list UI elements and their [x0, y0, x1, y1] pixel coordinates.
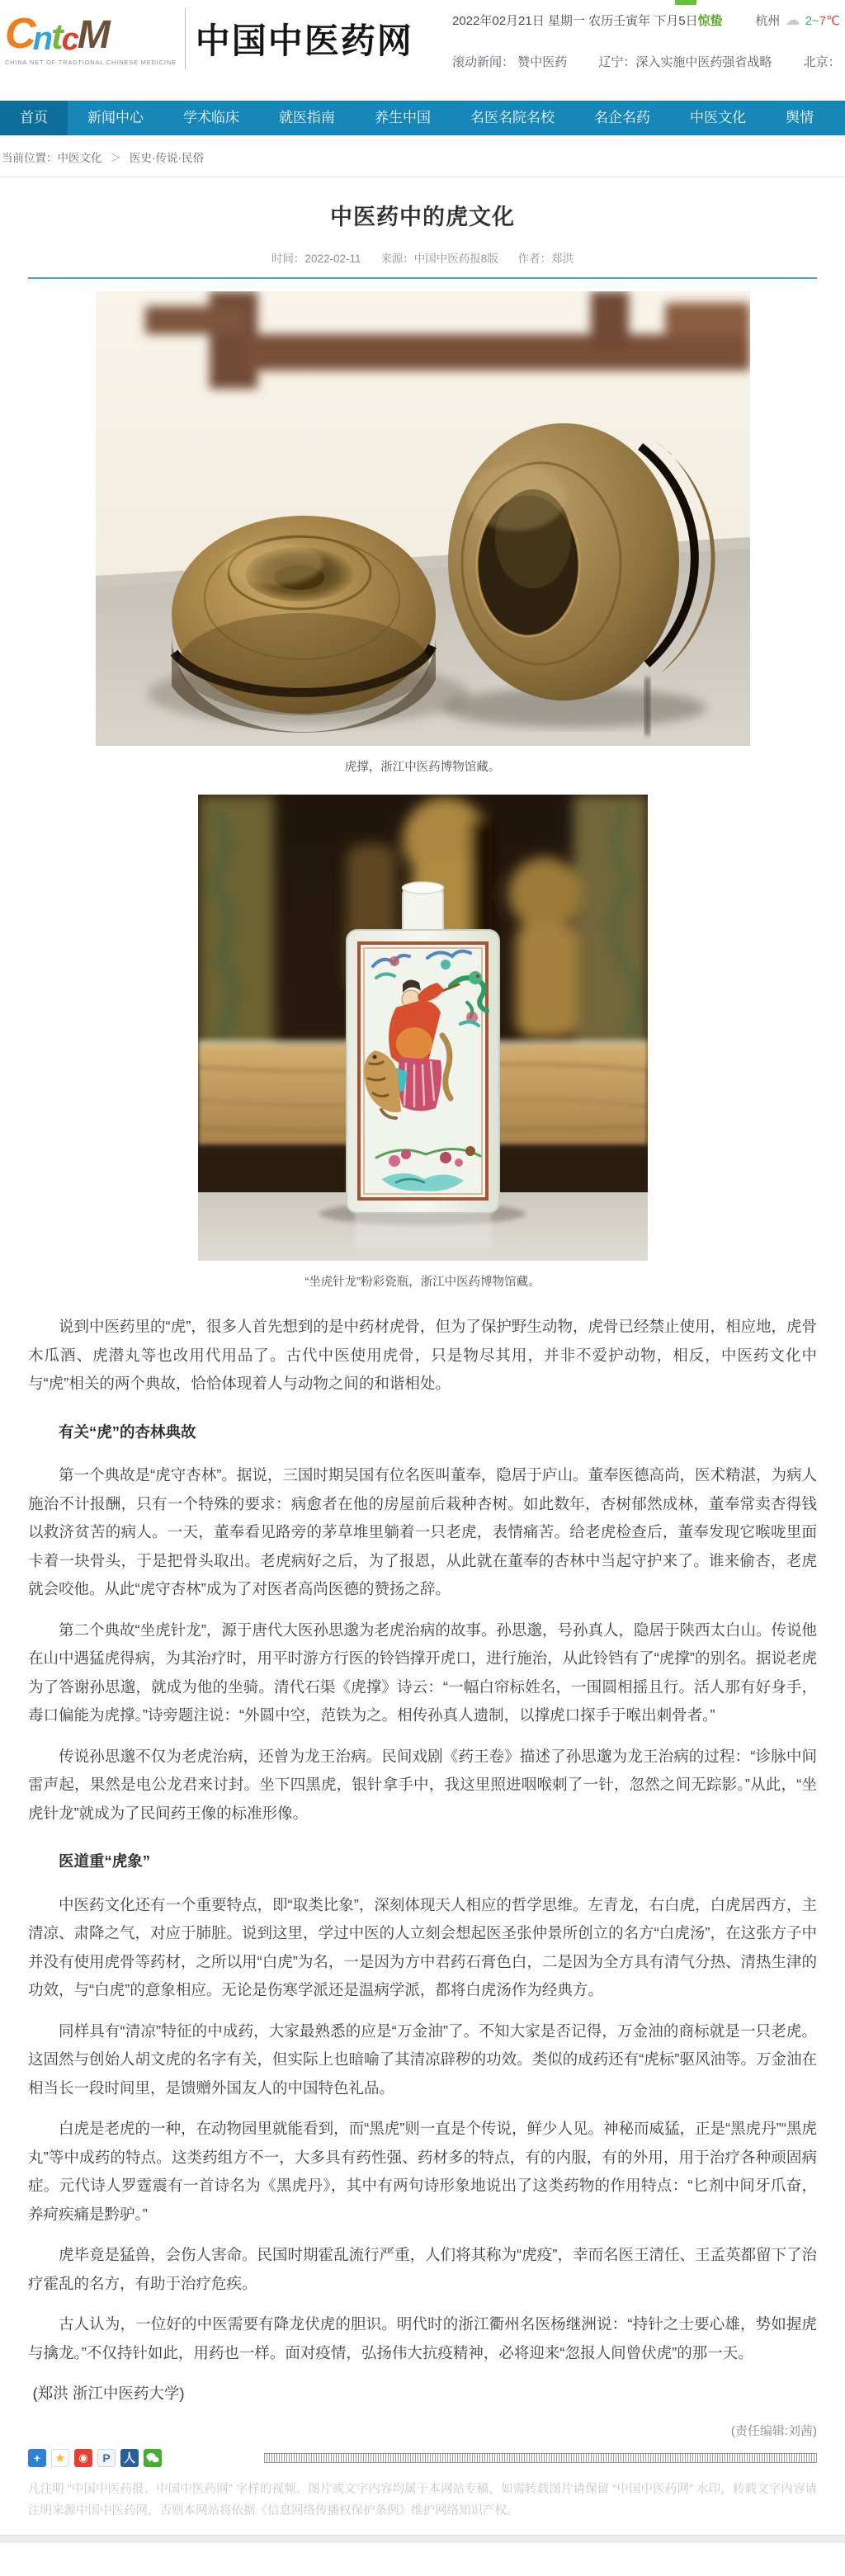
bshare-plus-icon[interactable]: +: [28, 2449, 46, 2467]
section-heading: 有关“虎”的杏林典故: [59, 1422, 196, 1441]
date-text: 2022年02月21日 星期一 农历壬寅年 下月5日: [452, 14, 698, 28]
page-title: 中医药中的虎文化: [330, 205, 515, 229]
main-nav: [0, 101, 845, 135]
logo-letter: t: [51, 16, 64, 57]
breadcrumb-separator: ＞: [110, 152, 121, 164]
copyright-disclaimer: 凡注明 “中国中医药报、中国中医药网” 字样的视频、图片或文字内容均属于本网站专稿，如需转载图片请保留 “中国中医药网” 水印，转载文字内容请注明来源中国中医药网，否则本网站将依据《信息网络传播权保护条例》维护网络知识产权。: [28, 2482, 817, 2517]
paragraph: 第二个典故“坐虎针龙”，源于唐代大医孙思邈为老虎治病的故事。孙思邈，号孙真人，隐居于陕西太白山。传说他在山中遇猛虎得病，为其治疗时，用平时游方行医的铃铛撑开虎口，进行施治，从此铃铛有了“虎撑”的别名。据说老虎为了答谢孙思邈，就成为他的坐骑。清代石渠《虎撑》诗云：“一幅白帘标姓名，一围圆相摇且行。活人那有好身手，毒口偏能为虎撑。”诗旁题注说：“外圆中空，范铁为之。相传孙真人遗制，以撑虎口探手于喉出刺骨者。”: [28, 1621, 817, 1724]
article-meta: [28, 249, 817, 266]
figure1-caption: 虎撑，浙江中医药博物馆藏。: [344, 761, 501, 774]
site-header: [0, 0, 845, 101]
nav-item-home[interactable]: 首页: [0, 101, 68, 135]
site-logo[interactable]: [5, 8, 413, 69]
footer-strip: [0, 2535, 845, 2543]
breadcrumb: [0, 135, 845, 177]
temperature-low: 2: [805, 14, 813, 28]
logo-letter: n: [32, 20, 53, 57]
weibo-icon[interactable]: ◉: [74, 2449, 92, 2467]
author-note: (郑洪 浙江中医药大学): [32, 2385, 185, 2402]
news-ticker-label: 滚动新闻：: [452, 55, 515, 69]
nav-item-health-china[interactable]: 养生中国: [375, 110, 431, 125]
weather-widget[interactable]: [755, 12, 840, 29]
news-ticker-item[interactable]: 北京：: [803, 55, 841, 69]
paragraph: 中医药文化还有一个重要特点，即“取类比象”，深刻体现天人相应的哲学思维。左青龙，右白虎，白虎居西方，主清凉、肃降之气，对应于肺脏。说到这里，学过中医的人立刻会想起医圣张仲景所创立的名方“白虎汤”，在这张方子中并没有使用虎骨等药材，之所以用“白虎”为名，一是因为方中君药石膏色白，二是因为全方具有清气分热、清热生津的功效，与“白虎”的意象相应。无论是伤寒学派还是温病学派，都将白虎汤作为经典方。: [28, 1895, 817, 1998]
wechat-icon[interactable]: [144, 2449, 162, 2467]
figure-tiger-bell: [28, 291, 817, 775]
title-divider: [28, 277, 817, 279]
paragraph: 同样具有“清凉”特征的中成药，大家最熟悉的应是“万金油”了。不知大家是否记得，万金油的商标就是一只老虎。这固然与创始人胡文虎的名字有关，但实际上也暗喻了其清凉辟秽的功效。类似的成药还有“虎标”驱风油等。万金油在相当长一段时间里，是馈赠外国友人的中国特色礼品。: [28, 2022, 817, 2097]
logo-letter: M: [77, 12, 111, 57]
paragraph: 古人认为，一位好的中医需要有降龙伏虎的胆识。明代时的浙江衢州名医杨继洲说：“持针之士要心雄，势如握虎与擒龙。”不仅持针如此，用药也一样。面对疫情，弘扬伟大抗疫精神，必将迎来“忽报人间曾伏虎”的那一天。: [28, 2315, 817, 2361]
article-time: 时间：2022-02-11: [271, 252, 361, 265]
renren-icon[interactable]: 人: [120, 2449, 139, 2467]
breadcrumb-link-section[interactable]: 中医文化: [57, 152, 102, 164]
editor-note: (责任编辑:刘茜): [730, 2423, 817, 2438]
nav-item-academic[interactable]: 学术临床: [183, 110, 239, 125]
figure2-caption: “坐虎针龙”粉彩瓷瓶，浙江中医药博物馆藏。: [304, 1276, 541, 1289]
news-ticker-item[interactable]: 赞中医药: [517, 55, 568, 69]
nav-item-famous[interactable]: 名医名院名校: [470, 110, 555, 125]
temperature-separator: ~: [812, 14, 819, 28]
tiger-bell-photo: [96, 291, 750, 746]
top-cropped-badge: [675, 0, 696, 5]
share-bar: [28, 2449, 817, 2467]
nav-item-news[interactable]: 新闻中心: [87, 110, 144, 125]
section-heading: 医道重“虎象”: [59, 1852, 151, 1870]
figure-porcelain-bottle: [28, 795, 817, 1290]
paragraph: 说到中医药里的“虎”，很多人首先想到的是中药材虎骨，但为了保护野生动物，虎骨已经禁止使用，相应地，虎骨木瓜酒、虎潜丸等也改用代用品了。古代中医使用虎骨，只是物尽其用，并非不爱护动物，相反，中医药文化中与“虎”相关的两个典故，恰恰体现着人与动物之间的和谐相处。: [28, 1318, 817, 1392]
paragraph: 传说孙思邈不仅为老虎治病，还曾为龙王治病。民间戏剧《药王卷》描述了孙思邈为龙王治病的过程：“诊脉中间雷声起，果然是电公龙君来讨封。坐下四黑虎，银针拿手中，我这里照进咽喉刺了一针，忽然之间无踪影。”从此，“坐虎针龙”就成为了民间药王像的标准形像。: [28, 1747, 817, 1822]
nav-item-public-opinion[interactable]: 舆情: [786, 110, 814, 125]
paragraph: 第一个典故是“虎守杏林”。据说，三国时期吴国有位名医叫董奉，隐居于庐山。董奉医德高尚，医术精湛，为病人施治不计报酬，只有一个特殊的要求：病愈者在他的房屋前后栽种杏树。如此数年，杏树郁然成林，董奉常卖杏得钱以救济贫苦的病人。一天，董奉看见路旁的茅草堆里躺着一只老虎，表情痛苦。给老虎检查后，董奉发现它喉咙里面卡着一块骨头，于是把骨头取出。老虎病好之后，为了报恩，从此就在董奉的杏林中当起守护来了。谁来偷杏，老虎就会咬他。从此“虎守杏林”成为了对医者高尚医德的赞扬之辞。: [28, 1466, 817, 1597]
temperature-high: 7℃: [819, 14, 840, 28]
nav-item-enterprises[interactable]: 名企名药: [594, 110, 650, 125]
cloud-icon: ☁: [785, 12, 800, 28]
news-ticker: [452, 53, 843, 70]
paragraph: 白虎是老虎的一种，在动物园里就能看到，而“黑虎”则一直是个传说，鲜少人见。神秘而威猛，正是“黑虎丹”“黑虎丸”等中成药的特点。这类药组方不一，大多具有药性强、药材多的特点，有的内服，有的外用，用于治疗各种顽固病症。元代诗人罗霆震有一首诗名为《黑虎丹》，其中有两句诗形象地说出了这类药物的作用特点：“匕剂中间牙爪奋，养疴疾痛是黔驴。”: [28, 2120, 817, 2223]
article-source: 来源：中国中医药报8版: [380, 252, 498, 265]
solar-term: 惊蛰: [697, 14, 723, 28]
breadcrumb-label: 当前位置：: [2, 152, 58, 164]
logo-letter: C: [5, 9, 36, 58]
nav-item-tcm-culture[interactable]: 中医文化: [690, 110, 746, 125]
article-body: [28, 1313, 817, 2409]
porcelain-bottle-photo: [198, 795, 648, 1261]
news-ticker-item[interactable]: 辽宁：深入实施中医药强省战略: [598, 55, 772, 69]
weather-city: 杭州: [755, 14, 781, 28]
qzone-star-icon[interactable]: ★: [51, 2449, 69, 2467]
article: [0, 199, 845, 2522]
pengyou-icon[interactable]: P: [97, 2449, 116, 2467]
nav-item-medical-guide[interactable]: 就医指南: [279, 110, 335, 125]
logo-divider: [185, 8, 186, 69]
site-name: 中国中医药网: [195, 21, 413, 61]
logo-letters-icon: [5, 9, 177, 58]
share-divider: [264, 2453, 817, 2463]
breadcrumb-link-page[interactable]: 医史·传说·民俗: [130, 152, 204, 164]
logo-letter: c: [61, 21, 79, 57]
article-author: 作者：郑洪: [517, 252, 574, 265]
logo-english-name: CHINA NET OF TRADTIONAL CHINESE MEDICINE: [5, 58, 177, 66]
date-line: [452, 12, 723, 29]
paragraph: 虎毕竟是猛兽，会伤人害命。民国时期霍乱流行严重，人们将其称为“虎疫”，幸而名医王清任、王孟英都留下了治疗霍乱的名方，有助于治疗危疾。: [28, 2246, 817, 2292]
